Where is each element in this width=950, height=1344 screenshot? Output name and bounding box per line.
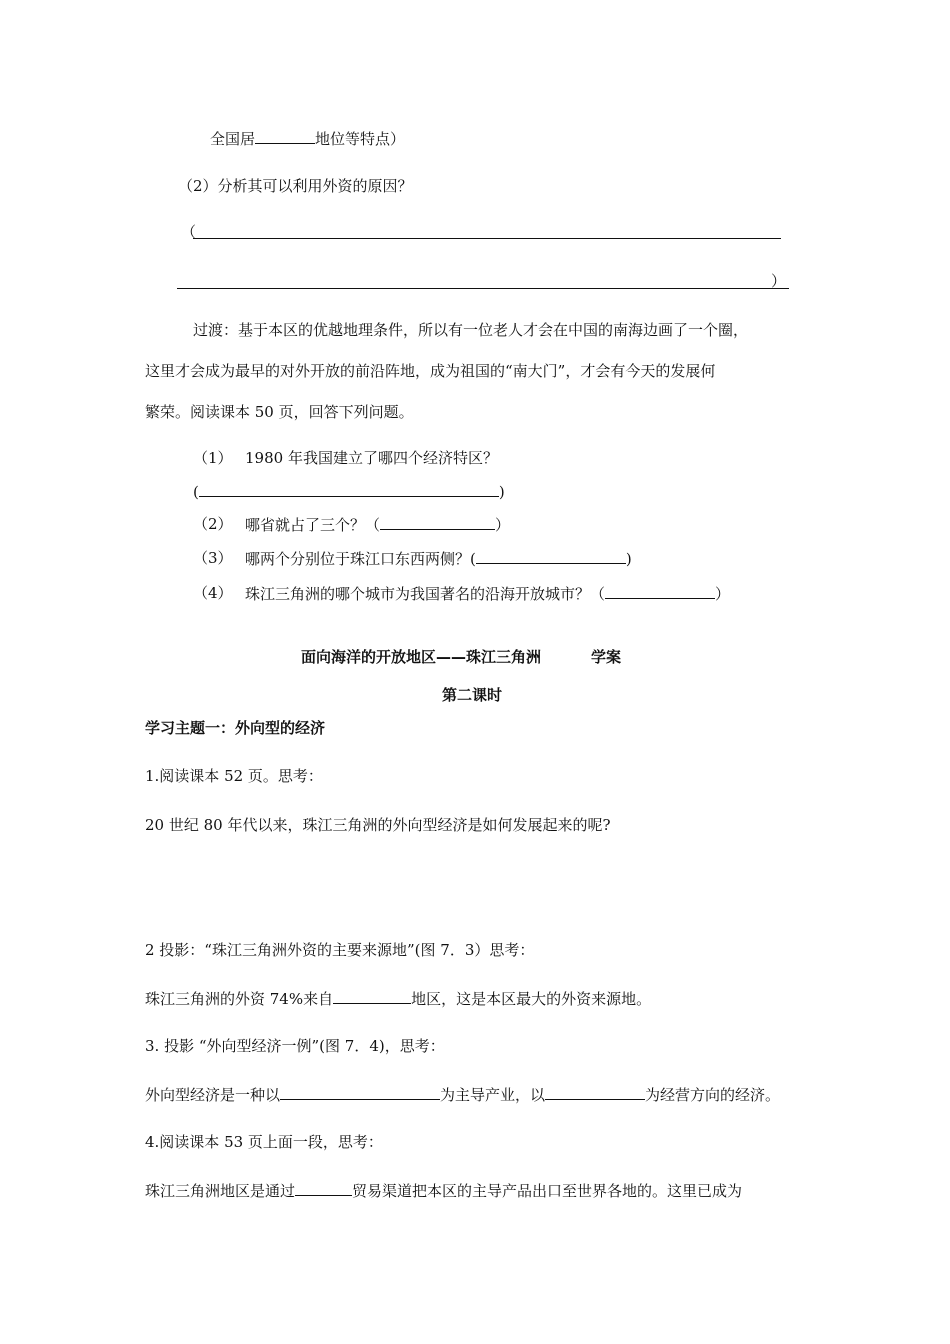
item-4: 4.阅读课本 53 页上面一段，思考： (145, 1133, 383, 1151)
question-2: （2）分析其可以利用外资的原因？ (178, 177, 413, 195)
subquestion-2 (193, 514, 511, 534)
close-paren: ） (495, 516, 511, 534)
subquestion-number: （4） (193, 584, 233, 602)
answer-line-2[interactable] (177, 288, 789, 289)
subquestion-number: （1） (193, 449, 233, 467)
text-fragment: 地区，这是本区最大的外资来源地。 (411, 990, 652, 1008)
text-fragment: 贸易渠道把本区的主导产品出口至世界各地的。这里已成为 (352, 1182, 743, 1200)
answer-open-paren: （ (181, 223, 197, 241)
item-2-fill (145, 988, 651, 1009)
fill-blank[interactable] (333, 988, 411, 1004)
subquestion-1-answer (193, 481, 505, 502)
close-paren: ） (715, 585, 731, 603)
transition-line-2: 这里才会成为最早的对外开放的前沿阵地，成为祖国的“南大门”，才会有今天的发展何 (145, 362, 716, 380)
fill-blank[interactable] (295, 1180, 352, 1196)
subquestion-4 (193, 583, 731, 603)
transition-line-3: 繁荣。阅读课本 50 页，回答下列问题。 (145, 403, 414, 421)
fill-blank[interactable] (280, 1084, 440, 1100)
text-line-1 (210, 128, 405, 149)
subquestion-3 (193, 548, 632, 568)
section-title-suffix: 学案 (591, 648, 622, 666)
fill-blank[interactable] (199, 481, 499, 497)
text-fragment: 珠江三角洲的外资 74%来自 (145, 990, 334, 1008)
subquestion-number: （2） (193, 515, 233, 533)
text-fragment: 为经营方向的经济。 (645, 1086, 781, 1104)
item-3-fill (145, 1084, 780, 1105)
close-paren: ) (625, 550, 632, 568)
subquestion-body (245, 583, 730, 604)
fill-blank[interactable] (380, 514, 495, 530)
open-paren: ( (193, 483, 199, 501)
item-1-question: 20 世纪 80 年代以来，珠江三角洲的外向型经济是如何发展起来的呢? (145, 816, 611, 834)
subquestion-body (245, 514, 510, 535)
subquestion-text: 哪省就占了三个？（ (245, 516, 381, 534)
close-paren: ) (498, 483, 505, 501)
fill-blank[interactable] (545, 1084, 645, 1100)
fill-blank[interactable] (255, 128, 315, 144)
text-fragment: 全国居 (210, 130, 256, 148)
text-fragment: 地位等特点） (315, 130, 406, 148)
subquestion-text: 珠江三角洲的哪个城市为我国著名的沿海开放城市？（ (245, 585, 606, 603)
section-title (301, 647, 621, 667)
subquestion-1 (193, 448, 498, 468)
item-1: 1.阅读课本 52 页。思考： (145, 767, 323, 785)
answer-close-paren: ） (771, 272, 787, 290)
section-title-text: 面向海洋的开放地区——珠江三角洲 (301, 648, 542, 666)
fill-blank[interactable] (476, 548, 626, 564)
fill-blank[interactable] (605, 583, 715, 599)
subquestion-number: （3） (193, 549, 233, 567)
text-fragment: 珠江三角洲地区是通过 (145, 1182, 296, 1200)
section-subtitle: 第二课时 (442, 686, 503, 704)
item-4-fill (145, 1180, 742, 1201)
item-3: 3. 投影 “外向型经济一例”(图 7．4)，思考： (145, 1037, 445, 1055)
subquestion-text: 哪两个分别位于珠江口东西两侧？( (245, 550, 476, 568)
subquestion-body (245, 548, 632, 569)
text-fragment: 外向型经济是一种以 (145, 1086, 281, 1104)
answer-line-1[interactable] (193, 238, 781, 239)
subquestion-text: 1980 年我国建立了哪四个经济特区？ (245, 449, 498, 467)
item-2: 2 投影：“珠江三角洲外资的主要来源地”(图 7．3）思考： (145, 941, 535, 959)
transition-line-1: 过渡：基于本区的优越地理条件，所以有一位老人才会在中国的南海边画了一个圈， (193, 321, 749, 339)
theme-heading: 学习主题一：外向型的经济 (145, 719, 326, 737)
text-fragment: 为主导产业，以 (440, 1086, 546, 1104)
